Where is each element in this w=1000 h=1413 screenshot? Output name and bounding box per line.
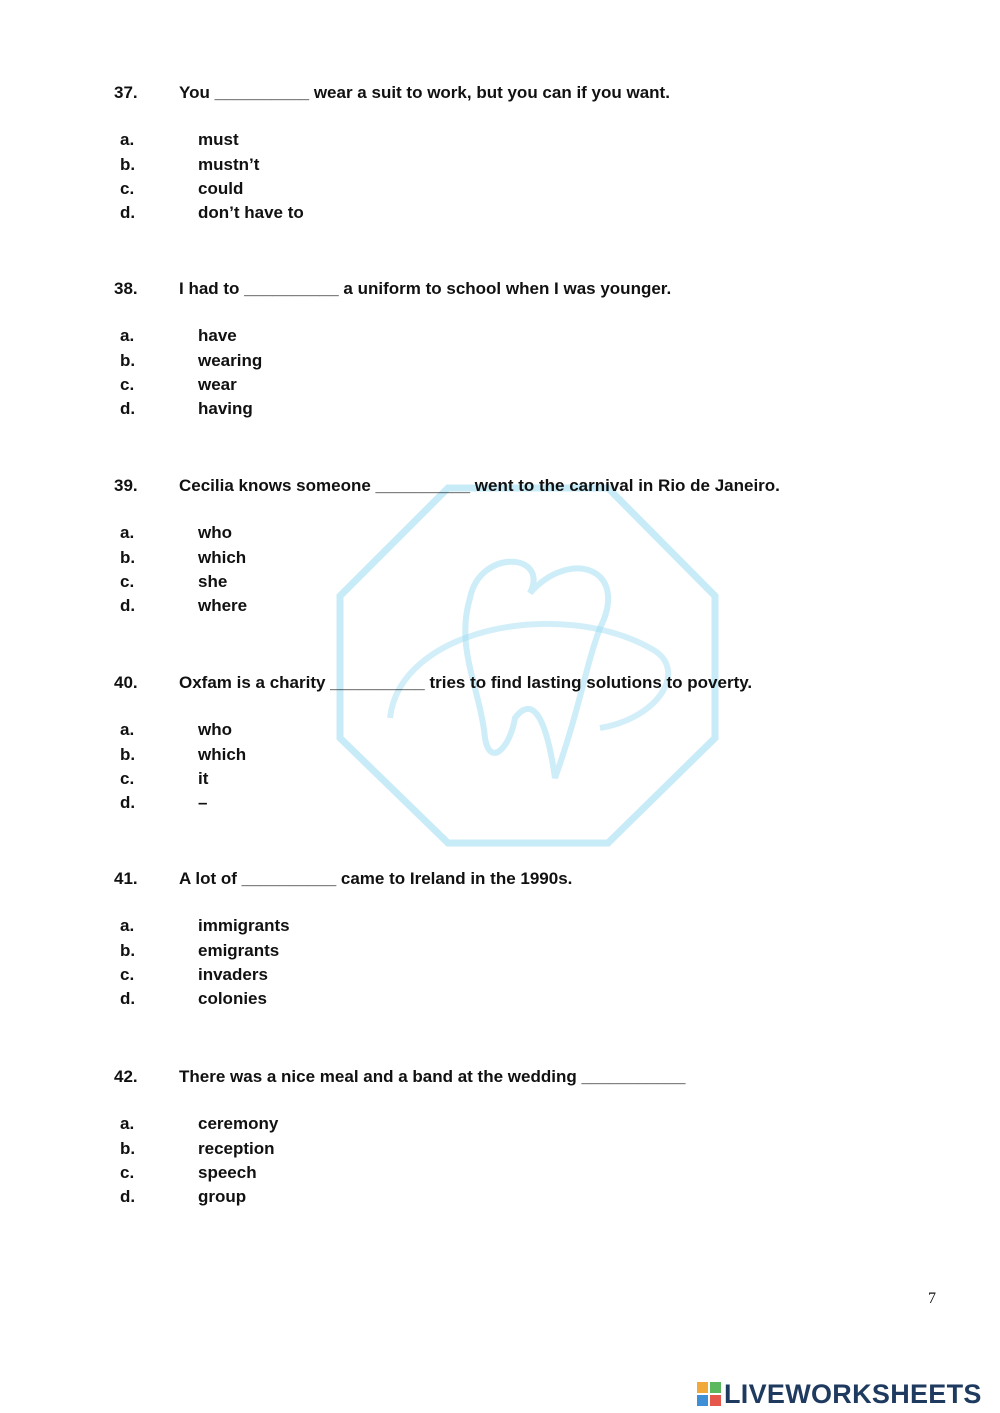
question-number: 40. xyxy=(114,673,138,692)
question-line xyxy=(0,473,1000,499)
question-text: There was a nice meal and a band at the wedding ___________ xyxy=(179,1067,686,1086)
option-letter: a. xyxy=(120,1114,135,1133)
option-text: having xyxy=(198,399,253,418)
option-letter: a. xyxy=(120,523,135,542)
option-letter: b. xyxy=(120,548,136,567)
answer-option[interactable] xyxy=(0,939,400,963)
option-text: don’t have to xyxy=(198,203,304,222)
question-line xyxy=(0,1064,1000,1090)
question-number: 41. xyxy=(114,869,138,888)
option-text: reception xyxy=(198,1139,275,1158)
option-letter: c. xyxy=(120,179,135,198)
option-letter: b. xyxy=(120,941,136,960)
answer-option[interactable] xyxy=(0,177,400,201)
answer-option[interactable] xyxy=(0,718,400,742)
option-letter: d. xyxy=(120,1187,136,1206)
answer-option[interactable] xyxy=(0,594,400,618)
option-text: must xyxy=(198,130,239,149)
option-letter: d. xyxy=(120,793,136,812)
question-text: You __________ wear a suit to work, but you can if you want. xyxy=(179,83,670,102)
question-line xyxy=(0,80,1000,106)
question-text: A lot of __________ came to Ireland in the 1990s. xyxy=(179,869,573,888)
option-text: immigrants xyxy=(198,916,290,935)
question-text: I had to __________ a uniform to school when I was younger. xyxy=(179,279,672,298)
answer-option[interactable] xyxy=(0,128,400,152)
answer-option[interactable] xyxy=(0,1185,400,1209)
answer-option[interactable] xyxy=(0,1112,400,1136)
answer-option[interactable] xyxy=(0,743,400,767)
question-number: 42. xyxy=(114,1067,138,1086)
option-text: wearing xyxy=(198,351,263,370)
answer-option[interactable] xyxy=(0,570,400,594)
answer-option[interactable] xyxy=(0,349,400,373)
liveworksheets-brand[interactable] xyxy=(697,1378,982,1410)
option-letter: a. xyxy=(120,720,135,739)
option-text: have xyxy=(198,326,237,345)
answer-option[interactable] xyxy=(0,987,400,1011)
question-text: Oxfam is a charity __________ tries to find lasting solutions to poverty. xyxy=(179,673,753,692)
option-text: group xyxy=(198,1187,247,1206)
option-letter: d. xyxy=(120,989,136,1008)
answer-option[interactable] xyxy=(0,914,400,938)
question-number: 37. xyxy=(114,83,138,102)
answer-option[interactable] xyxy=(0,791,400,815)
liveworksheets-logo-icon xyxy=(697,1382,721,1406)
option-text: wear xyxy=(198,375,237,394)
option-text: who xyxy=(198,523,232,542)
option-text: she xyxy=(198,572,228,591)
option-letter: c. xyxy=(120,965,135,984)
option-letter: a. xyxy=(120,130,135,149)
option-text: – xyxy=(198,793,208,812)
option-letter: b. xyxy=(120,745,136,764)
option-text: invaders xyxy=(198,965,268,984)
option-letter: a. xyxy=(120,326,135,345)
brand-name: LIVEWORKSHEETS xyxy=(724,1378,982,1409)
option-letter: c. xyxy=(120,769,135,788)
option-text: where xyxy=(198,596,248,615)
question-number: 39. xyxy=(114,476,138,495)
option-letter: d. xyxy=(120,399,136,418)
answer-option[interactable] xyxy=(0,373,400,397)
option-letter: b. xyxy=(120,1139,136,1158)
answer-option[interactable] xyxy=(0,521,400,545)
option-text: speech xyxy=(198,1163,257,1182)
option-letter: b. xyxy=(120,351,136,370)
option-text: mustn’t xyxy=(198,155,260,174)
answer-option[interactable] xyxy=(0,963,400,987)
answer-option[interactable] xyxy=(0,324,400,348)
answer-option[interactable] xyxy=(0,1137,400,1161)
option-text: which xyxy=(198,745,247,764)
option-text: emigrants xyxy=(198,941,280,960)
option-text: could xyxy=(198,179,244,198)
option-text: it xyxy=(198,769,209,788)
option-letter: a. xyxy=(120,916,135,935)
option-text: which xyxy=(198,548,247,567)
question-line xyxy=(0,670,1000,696)
question-line xyxy=(0,866,1000,892)
page-number: 7 xyxy=(928,1290,936,1307)
answer-option[interactable] xyxy=(0,153,400,177)
answer-option[interactable] xyxy=(0,546,400,570)
option-letter: d. xyxy=(120,203,136,222)
question-text: Cecilia knows someone __________ went to the carnival in Rio de Janeiro. xyxy=(179,476,780,495)
option-letter: c. xyxy=(120,375,135,394)
option-letter: d. xyxy=(120,596,136,615)
question-number: 38. xyxy=(114,279,138,298)
answer-option[interactable] xyxy=(0,1161,400,1185)
option-letter: c. xyxy=(120,572,135,591)
option-text: who xyxy=(198,720,232,739)
option-letter: b. xyxy=(120,155,136,174)
question-line xyxy=(0,276,1000,302)
answer-option[interactable] xyxy=(0,201,400,225)
option-text: colonies xyxy=(198,989,267,1008)
option-letter: c. xyxy=(120,1163,135,1182)
answer-option[interactable] xyxy=(0,767,400,791)
answer-option[interactable] xyxy=(0,397,400,421)
option-text: ceremony xyxy=(198,1114,279,1133)
